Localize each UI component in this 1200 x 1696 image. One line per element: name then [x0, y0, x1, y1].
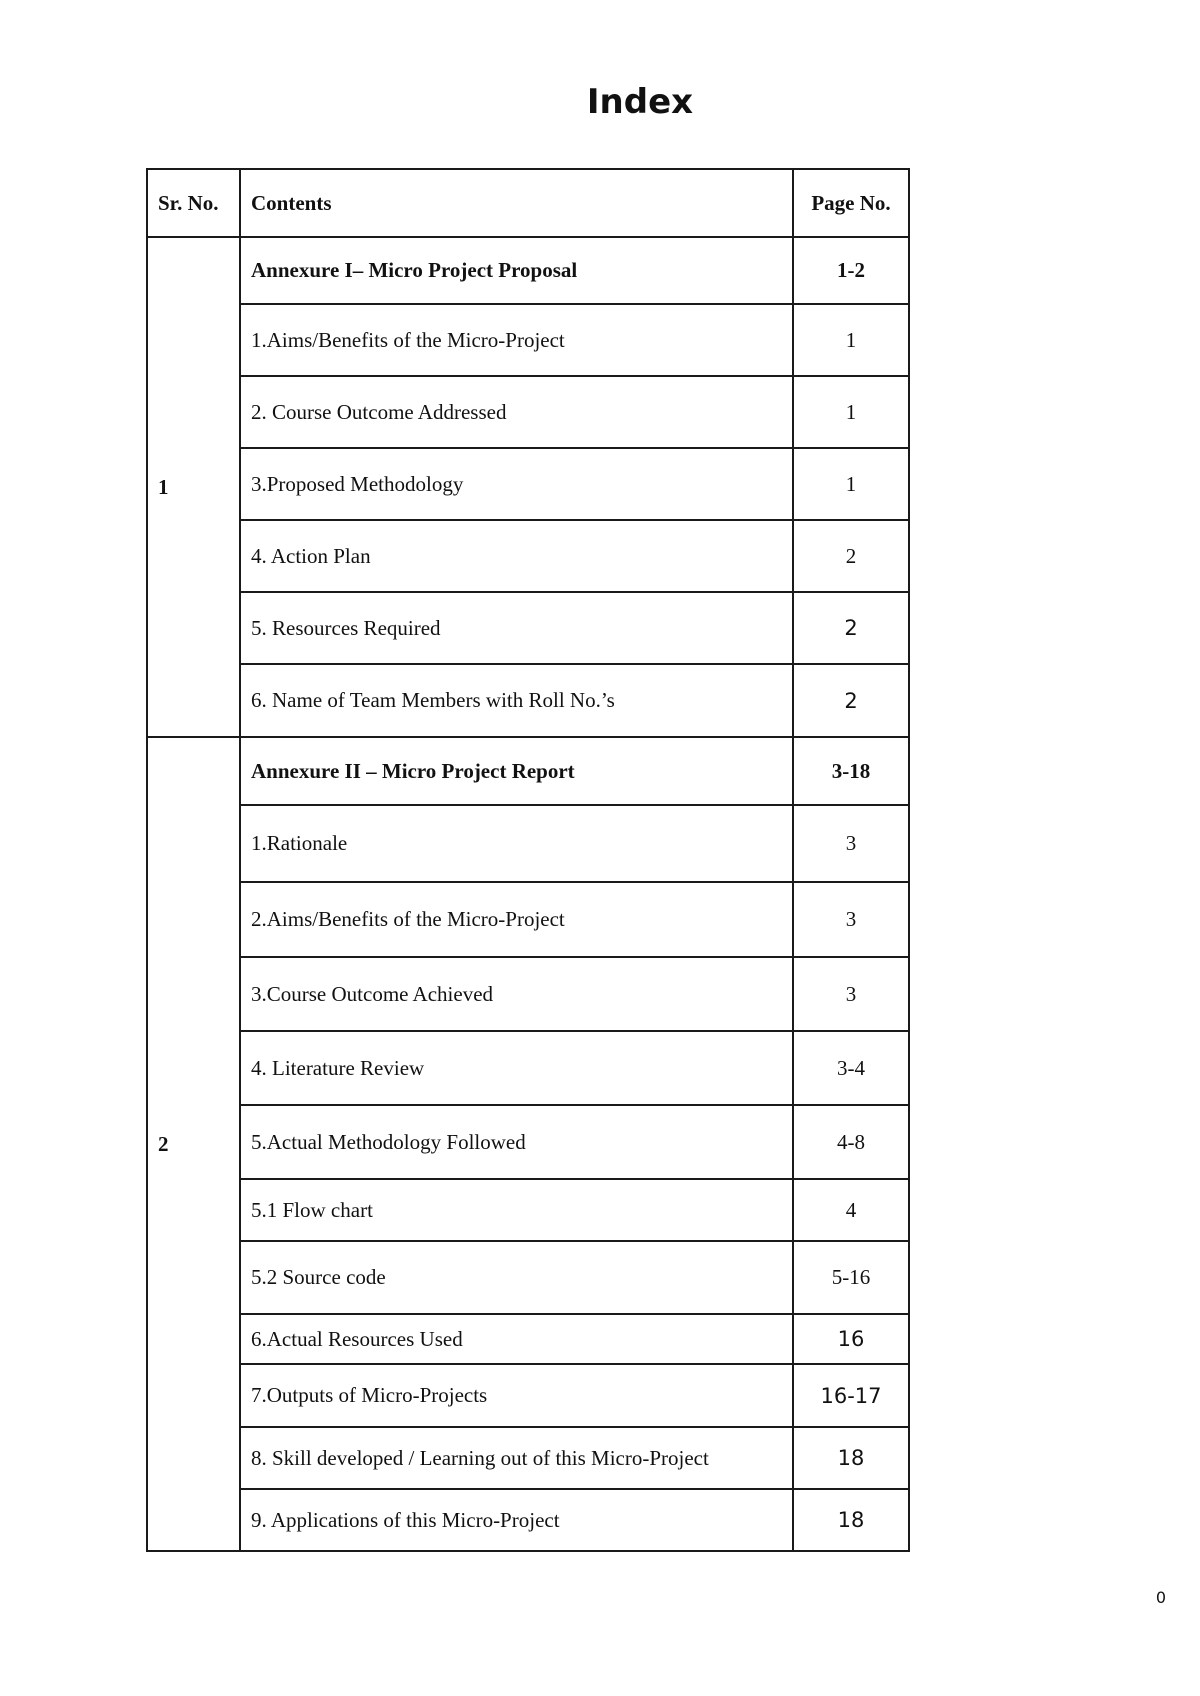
row-content: 4. Literature Review — [240, 1031, 793, 1105]
row-page: 1 — [793, 376, 909, 448]
row-content: 8. Skill developed / Learning out of this Micro-Project — [240, 1427, 793, 1489]
header-contents: Contents — [240, 169, 793, 237]
row-content: 3.Proposed Methodology — [240, 448, 793, 520]
row-content: 5.2 Source code — [240, 1241, 793, 1314]
row-page: 2 — [793, 592, 909, 664]
row-content: 6. Name of Team Members with Roll No.’s — [240, 664, 793, 737]
row-content: 5. Resources Required — [240, 592, 793, 664]
row-content: 1.Aims/Benefits of the Micro-Project — [240, 304, 793, 376]
table-row — [147, 805, 909, 882]
row-page: 18 — [793, 1427, 909, 1489]
section-sr-no: 2 — [147, 737, 240, 1551]
row-page: 4 — [793, 1179, 909, 1241]
table-row — [147, 957, 909, 1031]
header-page-no: Page No. — [793, 169, 909, 237]
row-page: 18 — [793, 1489, 909, 1551]
row-content: 3.Course Outcome Achieved — [240, 957, 793, 1031]
table-row — [147, 1241, 909, 1314]
index-table — [146, 168, 910, 1552]
header-sr-no: Sr. No. — [147, 169, 240, 237]
table-row — [147, 737, 909, 805]
row-content: Annexure II – Micro Project Report — [240, 737, 793, 805]
table-row — [147, 1314, 909, 1364]
row-page: 16-17 — [793, 1364, 909, 1427]
row-page: 3-4 — [793, 1031, 909, 1105]
row-content: 2.Aims/Benefits of the Micro-Project — [240, 882, 793, 957]
table-row — [147, 1179, 909, 1241]
page-title: Index — [586, 82, 694, 122]
row-page: 16 — [793, 1314, 909, 1364]
row-content: 7.Outputs of Micro-Projects — [240, 1364, 793, 1427]
row-content: Annexure I– Micro Project Proposal — [240, 237, 793, 304]
table-row — [147, 1364, 909, 1427]
table-row — [147, 237, 909, 304]
table-row — [147, 1031, 909, 1105]
table-row — [147, 882, 909, 957]
row-page: 1 — [793, 448, 909, 520]
row-page: 3 — [793, 805, 909, 882]
row-page: 3-18 — [793, 737, 909, 805]
row-page: 4-8 — [793, 1105, 909, 1179]
table-row — [147, 1427, 909, 1489]
row-content: 4. Action Plan — [240, 520, 793, 592]
header-row — [147, 169, 909, 237]
table-row — [147, 520, 909, 592]
row-page: 1 — [793, 304, 909, 376]
row-page: 3 — [793, 882, 909, 957]
row-content: 1.Rationale — [240, 805, 793, 882]
table-row — [147, 304, 909, 376]
row-content: 2. Course Outcome Addressed — [240, 376, 793, 448]
section-sr-no: 1 — [147, 237, 240, 737]
page-number: 0 — [1155, 1588, 1166, 1607]
row-page: 5-16 — [793, 1241, 909, 1314]
row-page: 1-2 — [793, 237, 909, 304]
row-page: 2 — [793, 520, 909, 592]
row-page: 3 — [793, 957, 909, 1031]
table-row — [147, 1489, 909, 1551]
row-content: 5.1 Flow chart — [240, 1179, 793, 1241]
table-row — [147, 376, 909, 448]
row-page: 2 — [793, 664, 909, 737]
table-row — [147, 1105, 909, 1179]
table-row — [147, 448, 909, 520]
table-row — [147, 664, 909, 737]
row-content: 5.Actual Methodology Followed — [240, 1105, 793, 1179]
row-content: 9. Applications of this Micro-Project — [240, 1489, 793, 1551]
table-row — [147, 592, 909, 664]
row-content: 6.Actual Resources Used — [240, 1314, 793, 1364]
